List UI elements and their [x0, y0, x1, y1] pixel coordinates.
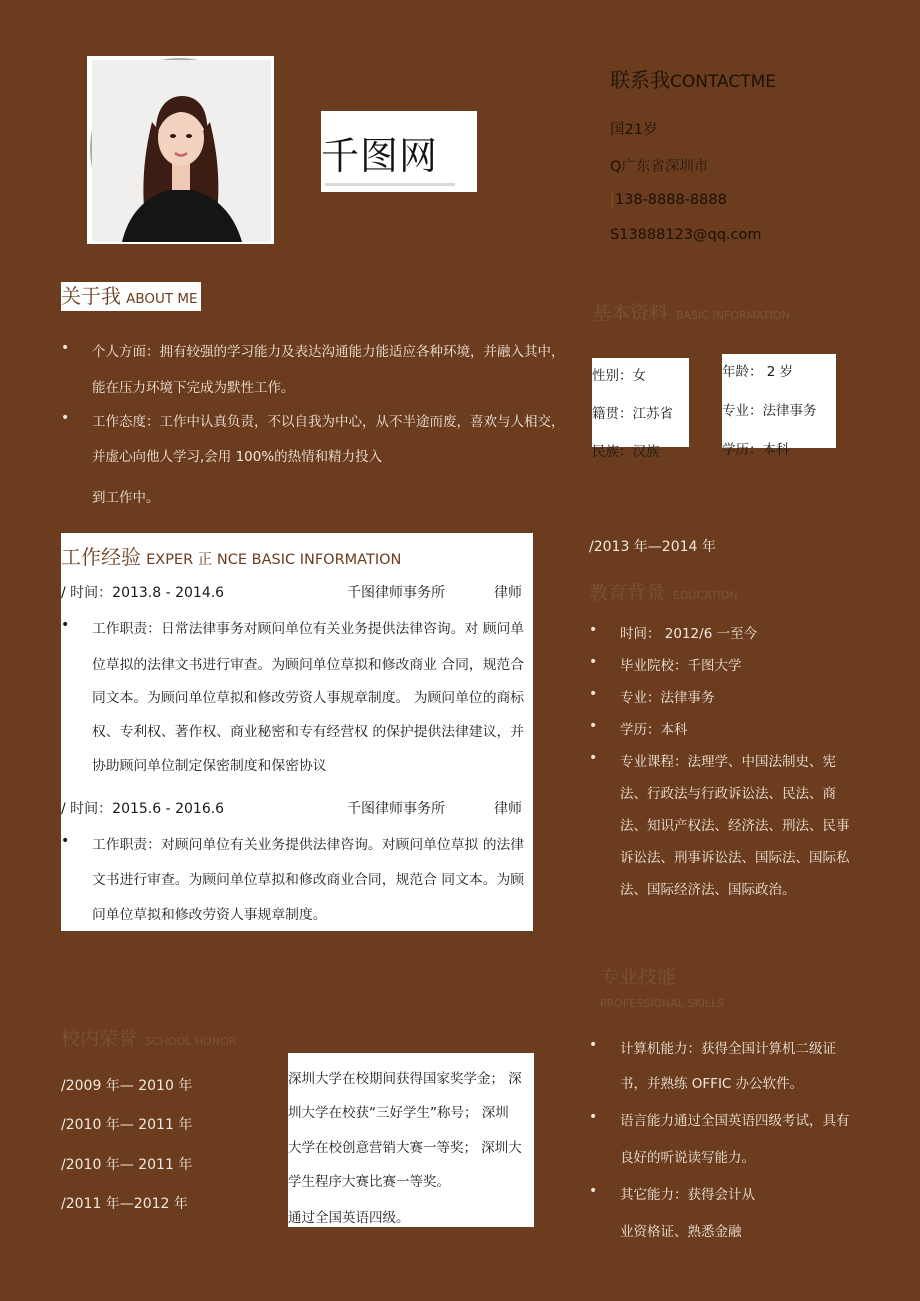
job-desc-line: 文书进行审查。为顾问单位草拟和修改商业合同，规范合 同文本。为顾	[92, 872, 525, 888]
bullet: •	[61, 617, 70, 633]
about-line: 能在压力环境下完成为默性工作。	[92, 380, 295, 396]
basic-info-right-panel	[722, 354, 836, 458]
job-desc-line: 同文本。为顾问单位草拟和修改劳资人事规章制度。 为顾问单位的商标	[92, 690, 525, 706]
job-time: / 时间：2015.6 - 2016.6	[61, 801, 225, 817]
education-line: 专业课程：法理学、中国法制史、宪	[620, 754, 836, 770]
honor-year: /2010 年— 2011 年	[61, 1157, 193, 1173]
contact-title-en: CONTACTME	[670, 72, 777, 92]
info-degree: 学历：本科	[722, 442, 790, 458]
education-title-zh: 教育背景	[589, 582, 666, 604]
honor-line: 深圳大学在校期间获得国家奖学金； 深	[288, 1071, 522, 1087]
honor-line: 通过全国英语四级。	[288, 1210, 410, 1226]
job-company: 千图律师事务所	[347, 585, 445, 601]
basic-info-title	[592, 298, 790, 325]
contact-location-text: 广东省深圳市	[621, 159, 709, 175]
bullet: •	[589, 750, 598, 766]
profile-photo-frame	[87, 56, 274, 244]
honor-panel	[288, 1053, 534, 1227]
education-period: /2013 年—2014 年	[589, 539, 716, 555]
work-title	[61, 541, 401, 570]
location-pin-icon: Q	[610, 159, 622, 175]
skills-list	[589, 1037, 889, 1247]
education-line: 专业：法律事务	[620, 690, 715, 706]
bullet: •	[589, 718, 598, 734]
honor-line: 圳大学在校获“三好学生”称号； 深圳	[288, 1105, 509, 1121]
honor-year: /2010 年— 2011 年	[61, 1117, 193, 1133]
contact-age-text: 21岁	[624, 122, 658, 138]
job-desc-line: 工作职责：日常法律事务对顾问单位有关业务提供法律咨询。对 顾问单	[92, 621, 525, 637]
job-desc-line: 协助顾问单位制定保密制度和保密协议	[92, 758, 327, 774]
education-title-en: EDUCATION	[673, 589, 738, 602]
about-title	[61, 282, 201, 311]
skill-line: 业资格证、熟悉金融	[620, 1224, 742, 1240]
skill-line: 良好的听说读写能力。	[620, 1150, 755, 1166]
education-line: 毕业院校：千图大学	[620, 658, 742, 674]
bullet: •	[589, 1037, 598, 1053]
bullet: •	[61, 340, 70, 356]
honor-title	[61, 1024, 236, 1051]
basic-info-title-en: BASIC INFORMATION	[676, 309, 790, 322]
job-role: 律师	[494, 801, 522, 817]
contact-phone-text: 138-8888-8888	[614, 192, 727, 208]
bullet: •	[589, 1109, 598, 1125]
about-line: 到工作中。	[92, 490, 160, 506]
education-line: 法、知识产权法、经济法、刑法、民事	[620, 818, 850, 834]
education-line: 学历：本科	[620, 722, 688, 738]
honor-title-zh: 校内荣誉	[61, 1028, 138, 1050]
job-role: 律师	[494, 585, 522, 601]
skill-line: 书，并熟练 OFFIC 办公软件。	[620, 1076, 804, 1092]
job-time: / 时间：2013.8 - 2014.6	[61, 585, 225, 601]
portrait-illustration	[92, 60, 271, 242]
work-experience-panel	[61, 533, 533, 931]
skill-line: 语言能力通过全国英语四级考试，具有	[620, 1113, 850, 1129]
bullet: •	[589, 686, 598, 702]
avatar	[90, 58, 269, 240]
education-list	[589, 622, 889, 912]
about-line: 个人方面：拥有较强的学习能力及表达沟通能力能适应各种环境，并融入其中，	[92, 344, 565, 360]
email-icon: S	[610, 227, 620, 243]
calendar-icon: 国	[610, 122, 625, 138]
education-line: 法、国际经济法、国际政治。	[620, 882, 796, 898]
job-company: 千图律师事务所	[347, 801, 445, 817]
bullet: •	[589, 654, 598, 670]
bullet: •	[61, 833, 70, 849]
education-line: 法、行政法与行政诉讼法、民法、商	[620, 786, 836, 802]
contact-email	[610, 227, 762, 243]
job-desc-line: 位草拟的法律文书进行审查。为顾问单位草拟和修改商业 合同，规范合	[92, 657, 525, 673]
basic-info-left-panel	[592, 358, 689, 460]
contact-title-zh: 联系我	[610, 68, 670, 92]
education-line: 时间： 2012/6 一至今	[620, 626, 758, 642]
contact-age	[610, 118, 657, 139]
contact-location	[610, 155, 708, 176]
skill-line: 其它能力：获得会计从	[620, 1187, 755, 1203]
work-title-zh: 工作经验	[61, 545, 141, 569]
job-desc-line: 工作职责：对顾问单位有关业务提供法律咨询。对顾问单位草拟 的法律	[92, 837, 525, 853]
education-line: 诉讼法、刑事诉讼法、国际法、国际私	[620, 850, 850, 866]
contact-email-text: 13888123@qq.com	[619, 227, 762, 243]
phone-icon: |	[610, 192, 615, 208]
about-list	[61, 340, 581, 510]
info-age: 年龄： 2 岁	[722, 364, 794, 380]
info-major: 专业：法律事务	[722, 403, 817, 419]
honor-line: 学生程序大赛比赛一等奖。	[288, 1174, 450, 1190]
skills-title: 专业技能	[600, 966, 677, 988]
job-desc-line: 问单位草拟和修改劳资人事规章制度。	[92, 907, 327, 923]
skill-line: 计算机能力：获得全国计算机二级证	[620, 1041, 836, 1057]
logo: 千图网	[321, 134, 439, 178]
bullet: •	[61, 410, 70, 426]
work-title-en: EXPER 正 NCE BASIC INFORMATION	[146, 552, 402, 568]
bullet: •	[589, 622, 598, 638]
job-desc-line: 权、专利权、著作权、商业秘密和专有经营权 的保护提供法律建议，并	[92, 724, 525, 740]
contact-phone	[610, 192, 727, 208]
skills-title-en: PROFESSIONAL SKILLS	[600, 997, 725, 1010]
education-title	[589, 578, 738, 605]
about-title-zh: 关于我	[61, 284, 121, 308]
basic-info-title-zh: 基本资料	[592, 302, 669, 324]
about-title-en: ABOUT ME	[126, 291, 198, 307]
honor-title-en: SCHOOL HONOR	[145, 1035, 237, 1048]
bullet: •	[589, 1183, 598, 1199]
info-ethnicity: 民族：汉族	[592, 444, 660, 460]
info-gender: 性别：女	[592, 368, 646, 384]
logo-underline	[325, 183, 455, 186]
about-line: 并虚心向他人学习,会用 100%的热情和精力投入	[92, 449, 383, 465]
honor-year: /2009 年— 2010 年	[61, 1078, 193, 1094]
contact-title	[610, 64, 776, 93]
info-hometown: 籍贯：江苏省	[592, 406, 673, 422]
honor-line: 大学在校创意营销大赛一等奖； 深圳大	[288, 1140, 522, 1156]
about-line: 工作态度：工作中认真负责，不以自我为中心，从不半途而废，喜欢与人相交，	[92, 414, 565, 430]
logo-panel	[321, 111, 477, 192]
honor-year: /2011 年—2012 年	[61, 1196, 188, 1212]
